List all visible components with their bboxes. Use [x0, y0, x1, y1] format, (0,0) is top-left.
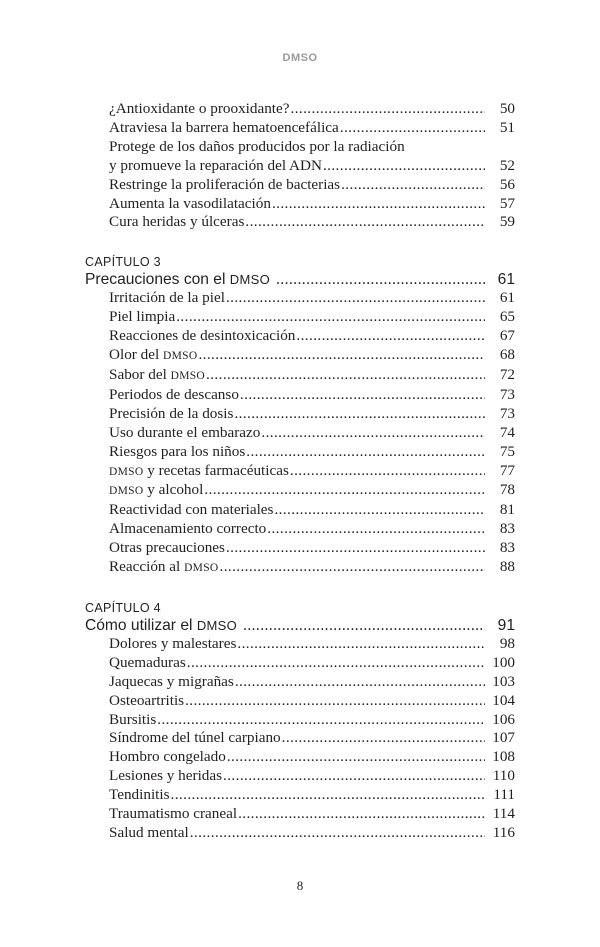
toc-entry-title: ¿Antioxidante o prooxidante? — [109, 100, 290, 117]
dot-leader — [290, 462, 485, 481]
toc-entry-title: Riesgos para los niños — [109, 442, 246, 460]
toc-entry-acronym: DMSO — [184, 562, 219, 575]
toc-entry-title: Precisión de la dosis — [109, 404, 234, 422]
toc-entry[interactable] — [85, 405, 515, 424]
toc-entry[interactable] — [85, 748, 515, 767]
toc-entry-title: Dolores y malestares — [109, 634, 237, 652]
dot-leader — [296, 327, 485, 346]
chapter-page: 61 — [497, 271, 515, 289]
dot-leader — [274, 501, 485, 520]
toc-entry-title-words: y recetas farmacéuticas — [147, 461, 289, 479]
toc-entry[interactable] — [85, 289, 515, 308]
chapter-title[interactable] — [85, 270, 515, 289]
toc-entry-title-line2: y promueve la reparación del ADN — [109, 156, 322, 174]
toc-entry-page: 103 — [492, 672, 515, 690]
dot-leader — [185, 692, 485, 711]
toc-entry-page: 83 — [499, 520, 515, 538]
chapter-title[interactable] — [85, 616, 515, 635]
toc-entry-acronym: DMSO — [170, 369, 206, 382]
toc-entry[interactable] — [85, 501, 515, 520]
toc-entry-page: 72 — [499, 365, 515, 383]
chapter-title-text — [85, 616, 237, 635]
dot-leader — [176, 308, 485, 327]
toc-entry[interactable] — [85, 767, 515, 786]
chapter-label: CAPÍTULO 4 — [85, 600, 161, 615]
dot-leader — [276, 270, 485, 289]
dot-leader — [261, 424, 485, 443]
toc-entry-title: Irritación de la piel — [109, 289, 225, 307]
toc-entry-page: 110 — [492, 767, 515, 785]
dot-leader — [323, 157, 485, 176]
toc-entry-page: 108 — [492, 748, 515, 766]
toc-entry-page: 73 — [499, 385, 515, 403]
toc-entry[interactable] — [85, 327, 515, 346]
toc-entry-title: Jaquecas y migrañas — [109, 672, 234, 690]
toc-entry[interactable] — [85, 558, 515, 578]
toc-entry-page: 116 — [492, 824, 515, 841]
toc-entry-title — [109, 558, 219, 578]
toc-entry-page: 88 — [499, 558, 515, 576]
dot-leader — [267, 520, 485, 539]
dot-leader — [282, 729, 485, 748]
toc-entry[interactable] — [85, 692, 515, 711]
toc-entry-title: Reactividad con materiales — [109, 501, 274, 519]
toc-entry-title: Salud mental — [109, 824, 189, 841]
dot-leader — [190, 824, 485, 843]
dot-leader — [272, 195, 485, 214]
toc-entry-page: 74 — [499, 423, 515, 441]
chapter-title-words: Precauciones con el — [85, 271, 226, 289]
toc-entry-page: 111 — [493, 786, 515, 804]
dot-leader — [198, 346, 485, 365]
toc-chapter-3 — [85, 254, 515, 578]
dot-leader — [220, 558, 486, 577]
toc-entry[interactable] — [85, 824, 515, 843]
toc-entry[interactable] — [85, 119, 515, 138]
toc-entry-title: Piel limpia — [109, 308, 176, 326]
toc-entry-title: Hombro congelado — [109, 748, 226, 766]
toc-entry[interactable] — [85, 424, 515, 443]
toc-entry-page: 107 — [492, 729, 515, 747]
toc-entry-title: Periodos de descanso — [109, 385, 239, 403]
chapter-title-acronym: DMSO — [196, 617, 238, 633]
toc-entry-acronym: DMSO — [109, 485, 144, 498]
toc-entry-page: 59 — [499, 213, 515, 231]
dot-leader — [226, 539, 485, 558]
toc-entry-title — [109, 481, 203, 501]
toc-entry[interactable] — [85, 195, 515, 214]
toc-entry-page: 61 — [499, 289, 515, 307]
toc-entry-page: 114 — [492, 805, 515, 823]
toc-entry-page: 106 — [492, 710, 515, 728]
toc-entry-title — [109, 462, 289, 482]
dot-leader — [187, 654, 485, 673]
toc-entry[interactable] — [85, 213, 515, 232]
toc-entry-page: 83 — [499, 539, 515, 557]
dot-leader — [341, 176, 485, 195]
dot-leader — [238, 805, 485, 824]
toc-entry-title: Quemaduras — [109, 653, 186, 671]
toc-entry-title: Traumatismo craneal — [109, 805, 238, 823]
toc-entry-page: 57 — [499, 194, 515, 212]
toc-entry-page: 78 — [499, 481, 515, 499]
toc-entry-page: 50 — [499, 100, 515, 117]
toc-entry-page: 65 — [499, 308, 515, 326]
toc-entry-page: 100 — [492, 653, 515, 671]
toc-section-continued — [85, 100, 515, 232]
toc-entry[interactable] — [85, 100, 515, 119]
toc-entry-title-words: Olor del — [109, 346, 160, 364]
toc-entry-title: Restringe la proliferación de bacterias — [109, 175, 341, 193]
toc-entry-page: 67 — [499, 327, 515, 345]
toc-entry-title: Atraviesa la barrera hematoencefálica — [109, 118, 339, 136]
dot-leader — [240, 386, 485, 405]
running-head: DMSO — [282, 52, 318, 64]
toc-entry-title: Síndrome del túnel carpiano — [109, 729, 281, 747]
chapter-label: CAPÍTULO 3 — [85, 255, 161, 270]
toc-entry[interactable] — [85, 346, 515, 366]
toc-entry[interactable] — [85, 462, 515, 482]
toc-entry[interactable] — [85, 386, 515, 405]
dot-leader — [245, 213, 485, 232]
chapter-title-acronym: DMSO — [229, 272, 270, 288]
toc-entry-title: Aumenta la vasodilatación — [109, 194, 271, 212]
toc-entry[interactable] — [85, 805, 515, 824]
toc-entry-title: Cura heridas y úlceras — [109, 213, 245, 231]
dot-leader — [340, 119, 485, 138]
toc-entry-page: 73 — [499, 404, 515, 422]
toc-entry[interactable] — [85, 138, 515, 176]
toc-entry[interactable] — [85, 520, 515, 539]
toc-entry-title: Bursitis — [109, 710, 157, 728]
toc-entry-title-line1: Protege de los daños producidos por la radiación — [109, 137, 405, 155]
toc-entry-page: 51 — [499, 118, 515, 136]
toc-entry-acronym: DMSO — [109, 465, 144, 478]
toc-entry-title-words: y alcohol — [147, 481, 204, 499]
dot-leader — [206, 366, 485, 385]
toc-entry-title-words: Reacción al — [109, 558, 181, 576]
toc-entry[interactable] — [85, 786, 515, 805]
toc-entry[interactable] — [85, 635, 515, 654]
toc-entry-title-words: Sabor del — [109, 365, 167, 383]
page-number: 8 — [296, 878, 304, 893]
toc-entry-page: 104 — [492, 691, 515, 709]
toc-entry-title: Otras precauciones — [109, 539, 225, 557]
toc-entry-page: 68 — [499, 346, 515, 364]
dot-leader — [157, 711, 485, 730]
dot-leader — [235, 673, 485, 692]
toc-entry-page: 81 — [499, 501, 515, 519]
toc-entry[interactable] — [85, 176, 515, 195]
chapter-page: 91 — [497, 616, 515, 634]
toc-entry[interactable] — [85, 729, 515, 748]
toc-entry-title: Almacenamiento correcto — [109, 520, 267, 538]
toc-entry[interactable] — [85, 366, 515, 386]
toc-entry-title — [109, 366, 205, 386]
dot-leader — [226, 289, 485, 308]
toc-entry-title: Reacciones de desintoxicación — [109, 327, 296, 345]
toc-entry[interactable] — [85, 539, 515, 558]
toc-entry-title: Osteoartritis — [109, 691, 185, 709]
toc-entry[interactable] — [85, 673, 515, 692]
dot-leader — [237, 635, 485, 654]
dot-leader — [243, 616, 485, 635]
toc-entry-title: Lesiones y heridas — [109, 767, 223, 785]
dot-leader — [246, 443, 485, 462]
toc-entry[interactable] — [85, 443, 515, 462]
table-of-contents — [85, 100, 515, 843]
toc-entry-title — [109, 346, 197, 366]
dot-leader — [227, 748, 485, 767]
toc-entry-page: 98 — [499, 634, 515, 652]
toc-entry-acronym: DMSO — [163, 350, 198, 363]
toc-entry-page: 52 — [499, 156, 515, 174]
toc-entry[interactable] — [85, 481, 515, 501]
chapter-title-words: Cómo utilizar el — [85, 616, 193, 634]
toc-entry-page: 77 — [499, 461, 515, 479]
toc-entry-page: 56 — [499, 175, 515, 193]
chapter-title-text — [85, 270, 270, 289]
toc-entry[interactable] — [85, 308, 515, 327]
dot-leader — [291, 100, 485, 119]
dot-leader — [171, 786, 485, 805]
toc-chapter-4 — [85, 600, 515, 843]
dot-leader — [204, 481, 485, 500]
dot-leader — [234, 405, 485, 424]
toc-entry[interactable] — [85, 711, 515, 730]
toc-entry-title: Uso durante el embarazo — [109, 423, 261, 441]
toc-entry[interactable] — [85, 654, 515, 673]
toc-entry-page: 75 — [499, 442, 515, 460]
dot-leader — [223, 767, 485, 786]
toc-entry-title: Tendinitis — [109, 786, 170, 804]
